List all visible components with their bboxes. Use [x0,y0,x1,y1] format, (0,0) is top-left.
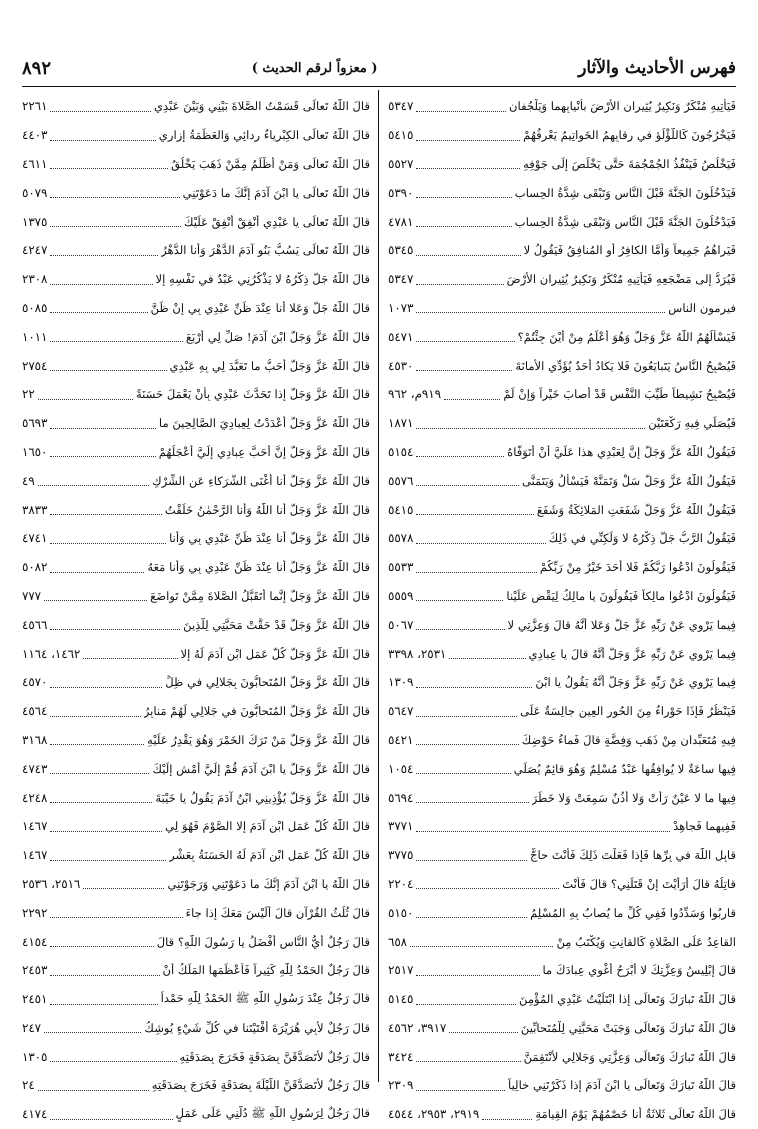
dot-leader [50,245,158,256]
dot-leader [416,562,536,573]
index-entry [388,121,736,150]
entry-reference: ٢٧٥٤ [22,358,48,373]
entry-text: قالَ اللّٰهُ عَزَّ وَجَلَّ أَنا اللّٰهُ وَأَنا الرَّحْمٰنُ خَلَقْتُ [164,502,370,517]
entry-text: قالَ اللّٰهُ تَبارَكَ وَتَعالَى وَجَبَتْ مَحَبَّتِي لِلْمُتَحابِّينَ [520,1020,736,1035]
entry-text: فَيَقُولُ اللّٰهُ عَزَّ وَجَلَّ شَفَعَتِ المَلائِكَةُ وَشَفَعَ [536,502,736,517]
entry-text: فَيَراهُمُ جَمِيعاً وَأَمَّا الكافِرُ أَوِ المُنافِقُ فَيَقُولُ لا [523,243,736,258]
dot-leader [416,245,520,256]
entry-text: قالَ اللّٰهُ عَزَّ وَجَلَّ يُؤْذِينِي ابْنُ آدَمَ يَقُولُ يا خَيْبَةَ [155,790,370,805]
entry-text: قالَ اللّٰهُ جَلَّ وَعَلا أَنا عِنْدَ ظَنِّ عَبْدِي بِي إِنْ ظَنَّ [150,300,370,315]
dot-leader [416,216,511,227]
entry-text: فَيُصَلِّي فِيهِ رَكْعَتَيْنِ [648,416,736,431]
entry-reference: ٢٤٥١ [22,992,48,1007]
entry-reference: ٣٩١٧، ٤٥٦٢ [388,1020,447,1035]
entry-text: فَيُصْبِحُ نَشِيطاً طَيِّبَ النَّفْسِ قَدْ أَصابَ خَيْراً وَإِنْ لَمْ [503,387,736,402]
entry-reference: ١٤٦٧ [22,848,48,863]
entry-text: قالَ اللّٰهُ عَزَّ وَجَلَّ أَنا عِنْدَ ظَنِّ عَبْدِي بِي وَأَنا [169,531,370,546]
index-entry [388,956,736,985]
entry-reference: ٥٤٧١ [388,329,414,344]
index-entry [388,985,736,1014]
index-entry [388,438,736,467]
entry-text: القاعِدُ عَلَى الصَّلاةِ كَالقانِتِ وَيُكْتَبُ مِنْ [556,934,736,949]
entry-text: قابِلِ اللّٰهَ في بِرِّها فَإِذا فَعَلْتَ ذَلِكَ فَأَنْتَ حاجٌّ [530,848,736,863]
dot-leader [449,648,525,659]
column-divider [378,90,379,1082]
index-entry [388,178,736,207]
entry-text: قالَ اللّٰهُ تَعالَى يا ابْنَ آدَمَ إِنَّكَ ما دَعَوْتَنِي [182,185,370,200]
dot-leader [416,763,510,774]
entry-text: فَيَدْخُلُونَ الجَنَّةَ قَبْلَ النَّاسِ وَتَبْقَى شِدَّةُ الحِسابِ [514,185,736,200]
index-entry [388,697,736,726]
entry-reference: ٥٣٤٥ [388,243,414,258]
entry-reference: ٥٥٧٦ [388,473,414,488]
entry-text: قالَ اللّٰهُ عَزَّ وَجَلَّ إِنَّما أَتَقَبَّلُ الصَّلاةَ مِمَّنْ تَواضَعَ [150,588,370,603]
dot-leader [416,706,517,717]
dot-leader [50,533,166,544]
index-entry [22,956,370,985]
dot-leader [410,936,553,947]
index-entry [388,668,736,697]
entry-text: فَيَقُولُونَ ادْعُوا مالِكاً فَيَقُولُونَ يا مالِكُ لِيَقْضِ عَلَيْنا [506,588,736,603]
entry-reference: ٢٣٠٩ [388,1078,414,1093]
dot-leader [416,504,533,515]
index-entry [22,92,370,121]
entry-reference: ٢٢٦١ [22,99,48,114]
entry-reference: ٤٧٤١ [22,531,48,546]
index-entry [22,582,370,611]
entry-reference: ٢٥١٦، ٢٥٣٦ [22,876,81,891]
entry-text: فِيهِ مُتَعَبِّدانِ مِنْ ذَهَبٍ وَفِضَّةٍ قالَ فَماءُ حَوْضِكَ [521,732,736,747]
dot-leader [50,792,152,803]
index-entry [388,409,736,438]
entry-reference: ٥٠٨٥ [22,300,48,315]
index-entry [22,380,370,409]
entry-text: فَيَقُولُ اللّٰهُ عَزَّ وَجَلَّ إِنَّ لِعَبْدِي هذا عَلَيَّ أَنْ أَتَوَفَّاهُ [507,444,736,459]
dot-leader [50,158,168,169]
entry-reference: ٢٩١٩، ٢٩٥٣، ٤٥٤٤ [388,1107,480,1122]
entry-text: قالَ اللّٰهُ تَبارَكَ وَتَعالَى يا ابْنَ آدَمَ إِذا ذَكَرْتَنِي خالِياً [508,1078,736,1093]
entry-text: قالَ اللّٰهُ عَزَّ وَجَلَّ أَعْدَدْتُ لِعِبادِيَ الصَّالِحِينَ ما [158,416,370,431]
entry-reference: ٥٤١٥ [388,502,414,517]
index-entry [22,466,370,495]
dot-leader [416,475,519,486]
entry-text: قالَ اللّٰهُ عَزَّ وَجَلَّ قَدْ حَقَّتْ مَحَبَّتِي لِلَّذِينَ [183,617,370,632]
entry-reference: ٤٥٣٠ [388,358,414,373]
entry-reference: ١٠٧٣ [388,300,414,315]
dot-leader [416,994,516,1005]
dot-leader [83,878,164,889]
index-entry [22,409,370,438]
index-entry [22,294,370,323]
dot-leader [416,130,520,141]
index-entry [22,438,370,467]
entry-reference: ٥٥٣٣ [388,560,414,575]
index-entry [22,783,370,812]
entry-reference: ٢٤٧ [22,1020,42,1035]
index-entry [22,1100,370,1129]
index-entry [22,495,370,524]
index-entry [388,582,736,611]
entry-reference: ٢٢٩٢ [22,905,48,920]
dot-leader [50,821,162,832]
dot-leader [416,590,503,601]
dot-leader [38,389,133,400]
entry-reference: ١٣٠٥ [22,1049,48,1064]
entry-text: قالَ اللّٰهُ تَعالَى الكِبْرِياءُ رِدائِي وَالعَظَمَةُ إِزارِي [158,128,370,143]
entry-reference: ٥٣٤٧ [388,99,414,114]
entry-text: قالَ اللّٰهُ عَزَّ وَجَلَّ المُتَحابُّونَ بِجَلالِي في ظِلٍّ [165,675,370,690]
dot-leader [50,706,140,717]
entry-text: قالَ اللّٰهُ تَعالَى ثَلاثَةٌ أَنا خَصْمُهُمْ يَوْمَ القِيامَةِ [535,1107,736,1122]
left-column [22,92,370,1129]
dot-leader [50,763,149,774]
index-entry [22,150,370,179]
dot-leader [416,274,503,285]
entry-text: فَيَسْأَلُهُمُ اللّٰهُ عَزَّ وَجَلَّ وَهُوَ أَعْلَمُ مِنْ أَيْنَ جِئْتُمْ؟ [517,329,736,344]
entry-reference: ٥٠٦٧ [388,617,414,632]
entry-reference: ١٦٥٠ [22,444,48,459]
index-entry [388,322,736,351]
entry-text: قالَ اللّٰهُ عَزَّ وَجَلَّ إِنَّ أَحَبَّ عِبادِي إِلَيَّ أَعْجَلُهُمْ [158,444,370,459]
entry-text: قالَ اللّٰهُ عَزَّ وَجَلَّ مَنْ تَرَكَ الخَمْرَ وَهُوَ يَقْدِرُ عَلَيْهِ [147,732,370,747]
entry-reference: ٤٩ [22,473,35,488]
entry-text: قالَ رَجُلٌ عِنْدَ رَسُولِ اللّٰهِ ﷺ الحَمْدُ لِلّٰهِ حَمْداً [160,990,370,1005]
index-entry [22,870,370,899]
entry-text: قالَ اللّٰهُ عَزَّ وَجَلَّ أَنا عِنْدَ ظَنِّ عَبْدِي بِي وَأَنا مَعَهُ [147,560,370,575]
index-entry [22,524,370,553]
entry-text: قالَ اللّٰهُ عَزَّ وَجَلَّ ابْنَ آدَمَ! صَلِّ لِي أَرْبَعَ [185,329,370,344]
entry-reference: ٤١٧٤ [22,1107,48,1122]
index-entry [22,265,370,294]
entry-text: فَيُصْبِحُ النَّاسُ يَتَبايَعُونَ فَلا يَكادُ أَحَدٌ يُؤَدِّي الأَمانَةَ [515,358,736,373]
entry-text: قالَ اللّٰهُ كُلُّ عَمَلِ ابْنِ آدَمَ إِلا الصَّوْمَ فَهُوَ لِي [165,819,370,834]
entry-text: قاتِلُهُ قالَ أَرَأَيْتَ إِنْ قَتَلَنِي؟ قالَ فَأَنْتَ [562,876,736,891]
index-entry [22,754,370,783]
entry-reference: ٢٤٥٣ [22,963,48,978]
entry-text: قالَ اللّٰهُ تَعالَى قَسَمْتُ الصَّلاةَ بَيْنِي وَبَيْنَ عَبْدِي [153,99,370,114]
entry-reference: ١٠١١ [22,329,48,344]
entry-text: قالَ اللّٰهُ عَزَّ وَجَلَّ أَنا أَغْنَى الشُّرَكاءِ عَنِ الشِّرْكِ [152,473,370,488]
dot-leader [50,187,179,198]
dot-leader [444,389,500,400]
right-column [388,92,736,1129]
dot-leader [416,677,532,688]
entry-reference: ٤١٥٤ [22,934,48,949]
index-entry [22,236,370,265]
dot-leader [50,994,157,1005]
entry-text: قالَ اللّٰهُ يا ابْنَ آدَمَ إِنَّكَ ما دَعَوْتَنِي وَرَجَوْتَنِي [167,876,370,891]
entry-text: قالَ رَجُلٌ لأَبِي هُرَيْرَةَ أَفْتَيْتَنا في كُلِّ شَيْءٍ يُوشِكُ [144,1020,370,1035]
dot-leader [50,504,162,515]
dot-leader [416,533,545,544]
entry-reference: ٥١٤٥ [388,992,414,1007]
dot-leader [50,619,180,630]
index-entry [22,1042,370,1071]
index-entry [22,898,370,927]
index-entry [22,553,370,582]
entry-reference: ٣٧٧١ [388,819,414,834]
page-number: ٨٩٢ [22,57,52,79]
entry-reference: ١٨٧١ [388,416,414,431]
entry-reference: ١٣٠٩ [388,675,414,690]
index-entry [388,927,736,956]
index-entry [388,812,736,841]
dot-leader [50,331,182,342]
entry-text: قالَ ثُلُثُ القُرْآنِ قالَ أَلَيْسَ مَعَكَ إِذا جاءَ [185,905,370,920]
dot-leader [83,648,177,659]
dot-leader [50,446,155,457]
index-entry [388,1014,736,1043]
entry-text: قالَ اللّٰهُ تَبارَكَ وَتَعالَى وَعِزَّتِي وَجَلالِي لأَنْتَقِمَنَّ [523,1049,736,1064]
dot-leader [416,187,511,198]
entry-reference: ٤٥٧٠ [22,675,48,690]
entry-text: قالَ إِبْلِيسُ وَعِزَّتِكَ لا أَبْرَحُ أُغْوِي عِبادَكَ ما [542,963,736,978]
index-entry [388,380,736,409]
index-entry [388,1042,736,1071]
entry-reference: ٤٦١١ [22,156,48,171]
dot-leader [50,936,153,947]
dot-leader [416,101,506,112]
dot-leader [416,619,504,630]
entry-reference: ٢٤ [22,1078,35,1093]
entry-text: فَيَقُولُ الرَّبُّ جَلَّ ذِكْرُهُ لا وَلَكِنِّي في ذَلِكَ [548,531,736,546]
dot-leader [449,1022,518,1033]
entry-reference: ٣٨٣٣ [22,502,48,517]
entry-reference: ٤٧٨١ [388,214,414,229]
index-entry [388,726,736,755]
dot-leader [50,360,166,371]
dot-leader [416,1080,505,1091]
dot-leader [50,677,162,688]
entry-reference: ٤٤٠٣ [22,128,48,143]
index-entry [22,697,370,726]
entry-text: فَيَخْرُجُونَ كَاللُّؤْلُؤِ في رِقابِهِمُ الخَواتِيمُ يَعْرِفُهُمْ [523,128,736,143]
index-entry [22,351,370,380]
index-entry [388,841,736,870]
index-entry [388,1100,736,1129]
dot-leader [50,302,147,313]
entry-reference: ٥٥٢٧ [388,156,414,171]
dot-leader [44,590,147,601]
entry-reference: ٦٥٨ [388,934,408,949]
index-entry [22,927,370,956]
entry-reference: ٥٠٧٩ [22,185,48,200]
dot-leader [416,878,559,889]
index-entry [22,726,370,755]
entry-reference: ٥٣٩٠ [388,185,414,200]
entry-text: فِيها ساعَةٌ لا يُوافِقُها عَبْدٌ مُسْلِمٌ وَهُوَ قائِمٌ يُصَلِّي [513,761,736,776]
entry-text: قالَ اللّٰهُ عَزَّ وَجَلَّ المُتَحابُّونَ في جَلالِي لَهُمْ مَنابِرُ [143,704,370,719]
entry-reference: ٥٥٥٩ [388,588,414,603]
entry-text: فَيَقُولُ اللّٰهُ عَزَّ وَجَلَّ سَلْ وَتَمَنَّهْ فَيَسْأَلُ وَيَتَمَنَّى [521,473,736,488]
index-entry [388,150,736,179]
entry-text: قالَ اللّٰهُ كُلُّ عَمَلِ ابْنِ آدَمَ لَهُ الحَسَنَةُ بِعَشْرِ [169,848,370,863]
entry-reference: ٤٥٦٦ [22,617,48,632]
header-rule [22,86,736,87]
index-entry [388,524,736,553]
index-entry [22,985,370,1014]
entry-text: قالَ رَجُلٌ أَيُّ النَّاسِ أَفْضَلُ يا رَسُولَ اللّٰهِ؟ قالَ [156,934,370,949]
entry-text: فَيُرَدُّ إِلى مَضْجَعِهِ فَيَأْتِيهِ مُنْكَرٌ وَنَكِيرٌ يُثِيرانِ الأَرْضَ [506,272,736,287]
entry-text: فَيَخْلُصُ فَيَنْفُذُ الجُمْجُمَةَ حَتَّى يَخْلُصَ إلَى جَوْفِهِ [523,156,736,171]
entry-reference: ٢٣٠٨ [22,272,48,287]
entry-reference: ٢٥٣١، ٣٣٩٨ [388,646,447,661]
entry-text: قالَ اللّٰهُ عَزَّ وَجَلَّ أَحَبُّ ما تَعَبَّدَ لِي بِهِ عَبْدِي [169,358,370,373]
page-title: فهرس الأحاديث والآثار [578,58,736,78]
dot-leader [38,475,149,486]
dot-leader [416,907,527,918]
entry-text: قالَ اللّٰهُ تَعالَى وَمَنْ أَظْلَمُ مِمَّنْ ذَهَبَ يَخْلُقُ [171,156,370,171]
dot-leader [50,101,151,112]
page-header [22,52,736,84]
index-entry [388,639,736,668]
dot-leader [416,1051,520,1062]
dot-leader [416,302,665,313]
dot-leader [416,418,645,429]
entry-reference: ٤٧٤٣ [22,761,48,776]
entry-reference: ٥٠٨٢ [22,560,48,575]
dot-leader [50,907,182,918]
index-entry [388,553,736,582]
entry-reference: ٥٥٧٨ [388,531,414,546]
entry-reference: ١٤٦٧ [22,819,48,834]
dot-leader [416,360,512,371]
entry-reference: ٥٤١٥ [388,128,414,143]
entry-text: فَيَنْظُرُ فَإِذَا حَوْراءُ مِنَ الحُورِ العِينِ جالِسَةٌ عَلَى [520,704,736,719]
entry-reference: ١٠٥٤ [388,761,414,776]
entry-reference: ٥١٥٤ [388,444,414,459]
entry-text: فِيما يَرْوِي عَنْ رَبِّهِ عَزَّ جَلَّ وَعَلا أَنَّهُ قالَ وَعِزَّتِي لا [507,617,736,632]
dot-leader [482,1109,532,1120]
dot-leader [416,158,520,169]
entry-text: قالَ اللّٰهُ تَعالَى يَسُبُّ بَنُو آدَمَ الدَّهْرَ وَأَنا الدَّهْرُ [161,243,370,258]
entry-reference: ٩١٩م، ٩٦٢ [388,387,441,402]
index-entry [388,870,736,899]
entry-reference: ٥٦٤٧ [388,704,414,719]
dot-leader [50,130,155,141]
entry-reference: ٤٥٦٤ [22,704,48,719]
entry-text: فِيما يَرْوِي عَنْ رَبِّهِ عَزَّ وَجَلَّ أَنَّهُ قالَ يا عِبادِي [528,646,736,661]
dot-leader [50,850,166,861]
dot-leader [38,1080,149,1091]
index-entry [388,898,736,927]
entry-reference: ٢٢ [22,387,35,402]
entry-text: قالَ رَجُلٌ لِرَسُولِ اللّٰهِ ﷺ دُلَّنِي عَلَى عَمَلٍ [175,1105,370,1120]
entry-text: فِيها ما لا عَيْنٌ رَأَتْ وَلا أُذُنٌ سَمِعَتْ وَلا خَطَرَ [531,790,736,805]
dot-leader [416,850,527,861]
dot-leader [50,216,181,227]
dot-leader [50,965,159,976]
index-entry [388,783,736,812]
dot-leader [416,331,514,342]
dot-leader [50,562,144,573]
entry-text: قالَ رَجُلٌ الحَمْدُ لِلّٰهِ كَثِيراً فَأَعْظَمَها المَلَكُ أَنْ [162,963,370,978]
entry-text: قالَ اللّٰهُ تَبارَكَ وَتَعالَى إِذا ابْتَلَيْتُ عَبْدِي المُؤْمِنَ [519,992,736,1007]
entry-text: قارِبُوا وَسَدِّدُوا فَفِي كُلِّ ما يُصابُ بِهِ المُسْلِمُ [530,905,736,920]
dot-leader [416,446,504,457]
index-entry [22,322,370,351]
entry-reference: ٥٤٢١ [388,732,414,747]
index-entry [22,1071,370,1100]
index-entry [22,610,370,639]
dot-leader [44,1022,141,1033]
dot-leader [50,274,152,285]
entry-reference: ١٤٦٢، ١١٦٤ [22,646,81,661]
dot-leader [50,1051,176,1062]
index-entry [22,841,370,870]
index-entry [22,639,370,668]
entry-reference: ٥٦٩٣ [22,416,48,431]
entry-reference: ٢٢٠٤ [388,876,414,891]
entry-text: فَيَقُولُونَ ادْعُوا رَبَّكُمْ فَلا أَحَدَ خَيْرٌ مِنْ رَبِّكُمْ [539,560,736,575]
entry-reference: ٧٧٧ [22,588,42,603]
index-entry [22,1014,370,1043]
entry-reference: ٥١٥٠ [388,905,414,920]
index-entry [388,351,736,380]
index-entry [388,294,736,323]
index-entry [388,1071,736,1100]
entry-text: قالَ اللّٰهُ جَلَّ ذِكْرُهُ لا يَذْكُرُنِي عَبْدٌ في نَفْسِهِ إِلا [155,272,370,287]
index-entry [388,754,736,783]
entry-reference: ٣٧٧٥ [388,848,414,863]
entry-text: قالَ اللّٰهُ عَزَّ وَجَلَّ إِذا تَحَدَّثَ عَبْدِي بِأَنْ يَعْمَلَ حَسَنَةً [135,387,370,402]
entry-reference: ٥٣٤٧ [388,272,414,287]
entry-text: قالَ رَجُلٌ لأَتَصَدَّقَنَّ اللَّيْلَةَ بِصَدَقَةٍ فَخَرَجَ بِصَدَقَتِهِ [151,1078,370,1093]
entry-text: فَفِيهِما فَجاهِدْ [673,819,736,834]
dot-leader [416,965,539,976]
entry-text: قالَ اللّٰهُ تَعالَى يا عَبْدِي أَنْفِقْ أُنْفِقْ عَلَيْكَ [184,214,370,229]
entry-reference: ٤٢٤٨ [22,790,48,805]
dot-leader [416,792,528,803]
index-entry [388,466,736,495]
entry-reference: ٤٢٤٧ [22,243,48,258]
dot-leader [50,418,156,429]
page-subtitle: ( معزواً لرقم الحديث ) [251,60,378,76]
entry-text: فِيما يَرْوِي عَنْ رَبِّهِ عَزَّ وَجَلَّ أَنَّهُ يَقُولُ يا ابْنَ [535,675,736,690]
index-entry [22,812,370,841]
entry-text: قالَ اللّٰهُ عَزَّ وَجَلَّ يا ابْنَ آدَمَ قُمْ إِلَيَّ أَمْشِ إِلَيْكَ [152,761,370,776]
entry-reference: ٣١٦٨ [22,732,48,747]
dot-leader [416,734,518,745]
index-entry [388,207,736,236]
entry-text: فَيَدْخُلُونَ الجَنَّةَ قَبْلَ النَّاسِ وَتَبْقَى شِدَّةُ الحِسابِ [514,214,736,229]
dot-leader [50,734,144,745]
dot-leader [416,821,670,832]
index-entry [388,610,736,639]
index-entry [22,668,370,697]
index-entry [388,495,736,524]
index-entry [388,92,736,121]
entry-text: قالَ اللّٰهُ عَزَّ وَجَلَّ كُلُّ عَمَلِ ابْنِ آدَمَ لَهُ إِلا [180,646,370,661]
entry-reference: ٢٥١٧ [388,963,414,978]
dot-leader [50,1109,172,1120]
entry-reference: ٥٦٩٤ [388,790,414,805]
index-entry [22,178,370,207]
entry-text: فيرمون الناس [668,300,736,315]
entry-reference: ٣٤٢٤ [388,1049,414,1064]
entry-text: فَيَأْتِيهِ مُنْكَرٌ وَنَكِيرٌ يُثِيرانِ الأَرْضَ بأَنْيابِهِما وَيَلْجُفانِ [509,99,736,114]
entry-text: قالَ رَجُلٌ لأَتَصَدَّقَنَّ بِصَدَقَةٍ فَخَرَجَ بِصَدَقَتِهِ [179,1049,370,1064]
index-entry [388,236,736,265]
index-entry [388,265,736,294]
index-entry [22,121,370,150]
entry-reference: ١٣٧٥ [22,214,48,229]
index-entry [22,207,370,236]
